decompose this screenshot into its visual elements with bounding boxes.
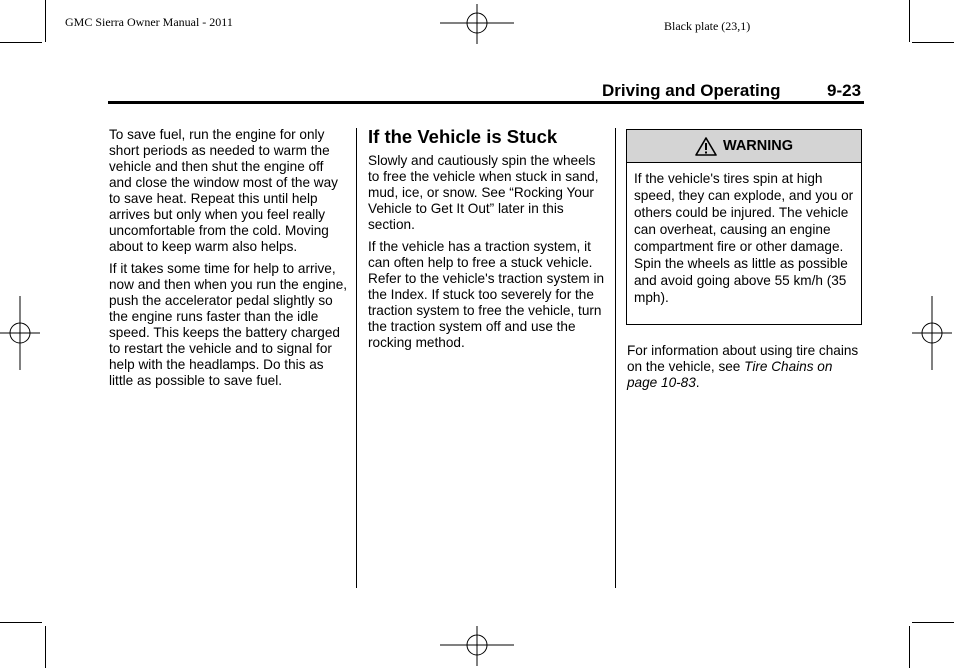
cross-reference-link[interactable]: Tire Chains on page 10-83 bbox=[627, 359, 833, 390]
paragraph: Slowly and cautiously spin the wheels to free the vehicle when stuck in sand, mud, ice, or snow. See “Rocking Your Vehicle to Get It Out” later in this section. bbox=[368, 153, 599, 232]
plate-label: Black plate (23,1) bbox=[664, 19, 751, 33]
page-number: 9-23 bbox=[827, 81, 862, 100]
warning-header bbox=[627, 130, 861, 163]
registration-mark-bottom bbox=[440, 626, 514, 666]
warning-text: If the vehicle's tires spin at high speed, they can explode, and you or others could be injured. The vehicle can overheat, causing an engine compartment fire or other damage. Spin the wheels as little as possible and avoid going above 55 km/h (35 mph). bbox=[634, 171, 854, 305]
column-1 bbox=[109, 127, 349, 395]
header-rule bbox=[108, 101, 864, 104]
info-text: For information about using tire chains on the vehicle, see bbox=[627, 343, 859, 374]
manual-title: GMC Sierra Owner Manual - 2011 bbox=[65, 15, 233, 29]
info-text-end: . bbox=[695, 375, 700, 390]
subsection-heading: If the Vehicle is Stuck bbox=[368, 126, 558, 147]
column-divider-2 bbox=[615, 128, 616, 588]
column-2 bbox=[368, 126, 608, 357]
registration-mark-right bbox=[912, 296, 952, 370]
warning-box bbox=[626, 129, 862, 325]
warning-label: WARNING bbox=[722, 138, 794, 154]
column-3-info bbox=[627, 343, 861, 397]
paragraph: If the vehicle has a traction system, it can often help to free a stuck vehicle. Refer to the vehicle's traction system in the Index. If stuck too severely for the traction system to free the vehicle, turn the traction system off and use the rocking method. bbox=[368, 239, 605, 350]
paragraph: To save fuel, run the engine for only short periods as needed to warm the vehicle and then shut the engine off and close the window most of the way to save heat. Repeat this until help arrives but only when you feel really uncomfortable from the cold. Moving about to keep warm also helps. bbox=[109, 127, 338, 254]
section-title: Driving and Operating bbox=[602, 81, 781, 100]
paragraph: If it takes some time for help to arrive, now and then when you run the engine, push the accelerator pedal slightly so the engine runs faster than the idle speed. This keeps the battery charged to restart the vehicle and to signal for help with the headlamps. Do this as little as possible to save fuel. bbox=[109, 261, 348, 388]
registration-mark-top bbox=[440, 4, 514, 44]
column-divider-1 bbox=[356, 128, 357, 588]
warning-triangle-icon bbox=[695, 137, 717, 156]
registration-mark-left bbox=[0, 296, 40, 370]
